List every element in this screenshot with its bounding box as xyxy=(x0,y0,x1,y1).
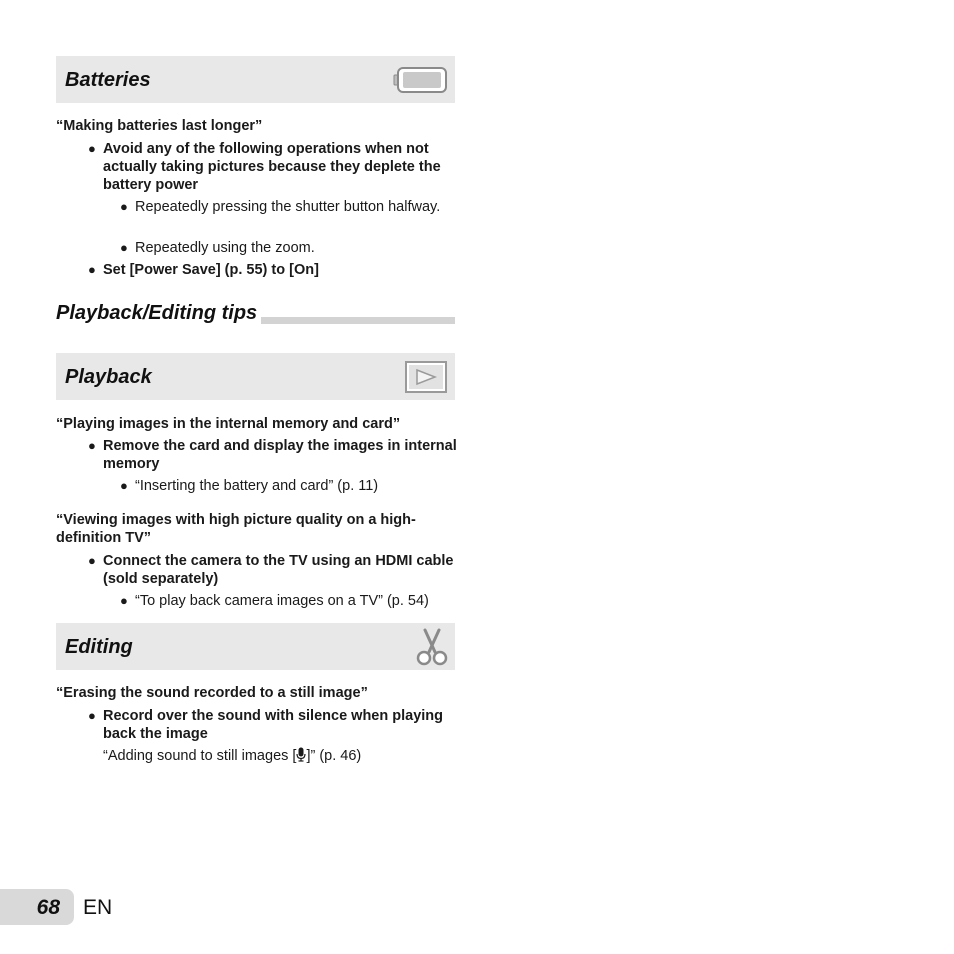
scissors-icon xyxy=(415,628,449,671)
microphone-icon xyxy=(296,747,306,767)
page-number: 68 xyxy=(36,896,60,919)
list-item xyxy=(120,592,460,610)
playback-question-2: “Viewing images with high picture quality on a high-definition TV” xyxy=(56,512,416,546)
editing-question: “Erasing the sound recorded to a still image” xyxy=(56,685,368,701)
section-title-playback: Playback xyxy=(65,366,152,388)
section-title-editing: Editing xyxy=(65,636,133,658)
playback-question-1: “Playing images in the internal memory and card” xyxy=(56,416,401,432)
bullet-text: “To play back camera images on a TV” (p. 54) xyxy=(135,593,429,609)
bullet-icon: ● xyxy=(120,199,128,214)
bullet-icon: ● xyxy=(88,438,96,453)
list-item xyxy=(88,261,458,279)
bullet-text: “Inserting the battery and card” (p. 11) xyxy=(135,478,379,494)
bullet-text: Set [Power Save] (p. 55) to [On] xyxy=(103,262,319,278)
page-language: EN xyxy=(83,896,113,919)
list-item xyxy=(88,437,458,473)
list-item xyxy=(120,239,460,257)
section-header-playback xyxy=(56,353,455,400)
bullet-text: Record over the sound with silence when playing back the image xyxy=(103,708,444,742)
bullet-text: Remove the card and display the images in internal memory xyxy=(103,438,457,472)
bullet-icon: ● xyxy=(120,478,128,493)
bullet-icon: ● xyxy=(88,708,96,723)
battery-icon xyxy=(393,66,449,99)
section-header-editing xyxy=(56,623,455,670)
reference-text-suffix: ]” (p. 46) xyxy=(306,748,362,764)
list-item xyxy=(120,477,460,495)
list-item xyxy=(120,198,460,216)
bullet-icon: ● xyxy=(88,141,96,156)
bullet-icon: ● xyxy=(88,262,96,277)
bullet-icon: ● xyxy=(88,553,96,568)
bullet-text: Repeatedly pressing the shutter button halfway. xyxy=(135,199,441,215)
list-item xyxy=(88,140,458,194)
reference-text-prefix: “Adding sound to still images [ xyxy=(103,748,297,764)
bullet-text: Avoid any of the following operations when not actually taking pictures because they deplete the battery power xyxy=(103,141,441,193)
list-item xyxy=(88,552,458,588)
play-icon xyxy=(405,361,447,398)
section-title-batteries: Batteries xyxy=(65,69,151,91)
list-item xyxy=(88,707,458,743)
bullet-icon: ● xyxy=(120,593,128,608)
section-header-batteries xyxy=(56,56,455,103)
bullet-text: Connect the camera to the TV using an HDMI cable (sold separately) xyxy=(103,553,454,587)
batteries-question: “Making batteries last longer” xyxy=(56,118,263,134)
page-number-tab xyxy=(0,889,74,925)
bullet-icon: ● xyxy=(120,240,128,255)
tips-heading: Playback/Editing tips xyxy=(56,302,261,325)
bullet-text: Repeatedly using the zoom. xyxy=(135,240,315,256)
editing-reference xyxy=(103,747,463,767)
